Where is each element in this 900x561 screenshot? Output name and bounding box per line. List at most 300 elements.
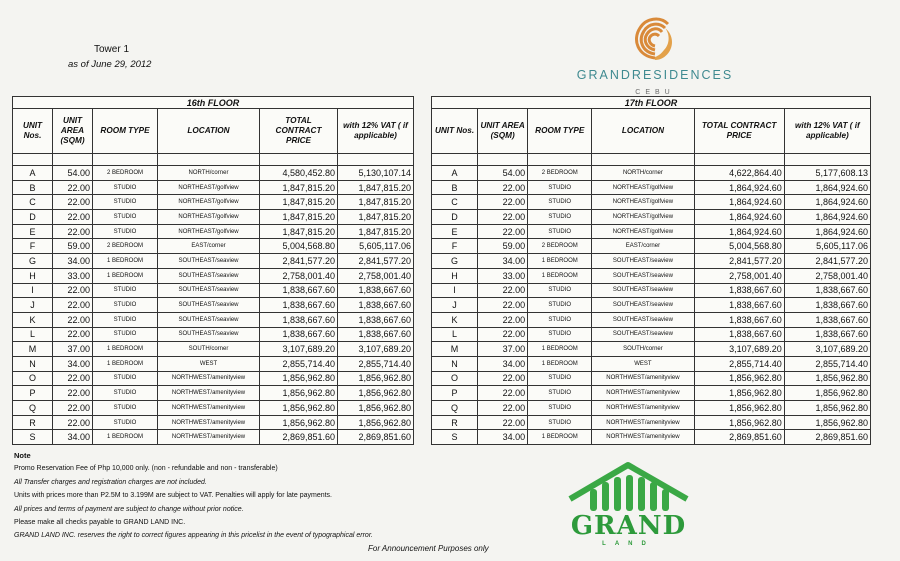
area-cell: 59.00 <box>478 239 528 254</box>
vat-price-cell: 1,838,667.60 <box>338 283 414 298</box>
location-cell: SOUTHEAST/seaview <box>158 298 260 313</box>
location-cell: NORTHWEST/amenityview <box>592 415 694 430</box>
room-type-cell: 2 BEDROOM <box>528 239 592 254</box>
area-cell: 22.00 <box>53 180 93 195</box>
contract-price-cell: 1,847,815.20 <box>260 210 338 225</box>
tower-label: Tower 1 <box>94 44 130 55</box>
contract-price-cell: 1,856,962.80 <box>694 401 784 416</box>
contract-price-cell: 1,838,667.60 <box>694 298 784 313</box>
room-type-cell: 2 BEDROOM <box>93 166 158 181</box>
contract-price-cell: 1,847,815.20 <box>260 180 338 195</box>
vat-price-cell: 2,841,577.20 <box>784 254 870 269</box>
room-type-cell: STUDIO <box>93 210 158 225</box>
location-cell: WEST <box>158 356 260 371</box>
area-cell: 22.00 <box>53 327 93 342</box>
location-cell: SOUTHEAST/seaview <box>592 254 694 269</box>
vat-price-cell: 1,864,924.60 <box>784 195 870 210</box>
table-row <box>13 386 414 401</box>
location-cell: NORTHEAST/golfview <box>158 180 260 195</box>
room-type-cell: STUDIO <box>528 210 592 225</box>
location-cell: SOUTHEAST/seaview <box>158 312 260 327</box>
contract-price-cell: 3,107,689.20 <box>260 342 338 357</box>
unit-no-cell: M <box>432 342 478 357</box>
unit-no-cell: J <box>432 298 478 313</box>
vat-price-cell: 1,856,962.80 <box>784 371 870 386</box>
contract-price-cell: 2,869,851.60 <box>694 430 784 445</box>
vat-price-cell: 1,847,815.20 <box>338 210 414 225</box>
vat-price-cell: 1,856,962.80 <box>784 415 870 430</box>
vat-price-cell: 1,864,924.60 <box>784 224 870 239</box>
location-cell: NORTHEAST/golfview <box>592 180 694 195</box>
col-location: LOCATION <box>592 109 694 154</box>
area-cell: 22.00 <box>478 415 528 430</box>
notes-section <box>14 449 373 543</box>
area-cell: 22.00 <box>53 312 93 327</box>
contract-price-cell: 4,580,452.80 <box>260 166 338 181</box>
col-unit-no: UNIT Nos. <box>13 109 53 154</box>
table-row <box>432 342 871 357</box>
vat-price-cell: 1,856,962.80 <box>338 401 414 416</box>
room-type-cell: STUDIO <box>93 415 158 430</box>
table-row <box>432 386 871 401</box>
area-cell: 22.00 <box>478 386 528 401</box>
location-cell: SOUTH/corner <box>592 342 694 357</box>
contract-price-cell: 2,855,714.40 <box>694 356 784 371</box>
brand-city: CEBU <box>635 89 675 96</box>
shell-logo-icon <box>626 10 684 66</box>
table-row <box>432 239 871 254</box>
room-type-cell: STUDIO <box>93 401 158 416</box>
unit-no-cell: J <box>13 298 53 313</box>
unit-no-cell: K <box>432 312 478 327</box>
table-row <box>13 180 414 195</box>
location-cell: NORTHWEST/amenityview <box>592 401 694 416</box>
location-cell: NORTHEAST/golfview <box>592 195 694 210</box>
col-room-type: ROOM TYPE <box>93 109 158 154</box>
location-cell: SOUTH/corner <box>158 342 260 357</box>
contract-price-cell: 1,847,815.20 <box>260 195 338 210</box>
room-type-cell: STUDIO <box>528 283 592 298</box>
location-cell: NORTH/corner <box>158 166 260 181</box>
grand-residences-logo <box>570 10 740 100</box>
vat-price-cell: 5,177,608.13 <box>784 166 870 181</box>
location-cell: WEST <box>592 356 694 371</box>
contract-price-cell: 1,856,962.80 <box>694 371 784 386</box>
as-of-date: as of June 29, 2012 <box>68 59 152 70</box>
note-line: GRAND LAND INC. reserves the right to correct figures appearing in this pricelist in the event of typographical error. <box>14 532 373 540</box>
vat-price-cell: 3,107,689.20 <box>338 342 414 357</box>
room-type-cell: STUDIO <box>528 371 592 386</box>
area-cell: 22.00 <box>53 210 93 225</box>
note-line: Promo Reservation Fee of Php 10,000 only. (non - refundable and non - transferable) <box>14 465 278 473</box>
room-type-cell: STUDIO <box>93 298 158 313</box>
location-cell: NORTH/corner <box>592 166 694 181</box>
location-cell: NORTHWEST/amenityview <box>158 430 260 445</box>
contract-price-cell: 1,856,962.80 <box>260 386 338 401</box>
contract-price-cell: 2,758,001.40 <box>260 268 338 283</box>
table-row <box>432 268 871 283</box>
contract-price-cell: 1,838,667.60 <box>260 327 338 342</box>
unit-no-cell: B <box>13 180 53 195</box>
note-line: All prices and terms of payment are subject to change without prior notice. <box>14 505 244 513</box>
contract-price-cell: 1,856,962.80 <box>694 415 784 430</box>
area-cell: 34.00 <box>478 430 528 445</box>
table-row <box>13 195 414 210</box>
table-row <box>13 298 414 313</box>
location-cell: SOUTHEAST/seaview <box>158 283 260 298</box>
table-row <box>432 401 871 416</box>
unit-no-cell: L <box>13 327 53 342</box>
room-type-cell: STUDIO <box>528 386 592 401</box>
unit-no-cell: N <box>13 356 53 371</box>
room-type-cell: STUDIO <box>528 180 592 195</box>
vat-price-cell: 2,841,577.20 <box>338 254 414 269</box>
area-cell: 22.00 <box>53 195 93 210</box>
contract-price-cell: 1,838,667.60 <box>694 283 784 298</box>
location-cell: SOUTHEAST/seaview <box>592 268 694 283</box>
vat-price-cell: 1,856,962.80 <box>784 386 870 401</box>
table-row <box>13 430 414 445</box>
contract-price-cell: 1,856,962.80 <box>260 401 338 416</box>
table-row <box>13 224 414 239</box>
area-cell: 33.00 <box>478 268 528 283</box>
unit-no-cell: L <box>432 327 478 342</box>
unit-no-cell: R <box>432 415 478 430</box>
area-cell: 33.00 <box>53 268 93 283</box>
room-type-cell: STUDIO <box>528 327 592 342</box>
area-cell: 54.00 <box>478 166 528 181</box>
table-row <box>13 268 414 283</box>
vat-price-cell: 5,605,117.06 <box>784 239 870 254</box>
area-cell: 59.00 <box>53 239 93 254</box>
room-type-cell: STUDIO <box>93 386 158 401</box>
area-cell: 34.00 <box>53 356 93 371</box>
room-type-cell: 1 BEDROOM <box>93 268 158 283</box>
room-type-cell: 1 BEDROOM <box>528 356 592 371</box>
vat-price-cell: 1,856,962.80 <box>338 386 414 401</box>
location-cell: NORTHWEST/amenityview <box>158 386 260 401</box>
vat-price-cell: 2,855,714.40 <box>784 356 870 371</box>
vat-price-cell: 2,869,851.60 <box>784 430 870 445</box>
contract-price-cell: 2,841,577.20 <box>694 254 784 269</box>
unit-no-cell: M <box>13 342 53 357</box>
table-row <box>432 283 871 298</box>
unit-no-cell: S <box>13 430 53 445</box>
room-type-cell: 1 BEDROOM <box>93 430 158 445</box>
table-body <box>432 166 871 445</box>
room-type-cell: STUDIO <box>528 312 592 327</box>
unit-no-cell: I <box>13 283 53 298</box>
table-body <box>13 166 414 445</box>
area-cell: 22.00 <box>53 415 93 430</box>
area-cell: 34.00 <box>478 356 528 371</box>
location-cell: EAST/corner <box>592 239 694 254</box>
area-cell: 34.00 <box>478 254 528 269</box>
unit-no-cell: D <box>432 210 478 225</box>
table-row <box>432 371 871 386</box>
location-cell: SOUTHEAST/seaview <box>592 298 694 313</box>
contract-price-cell: 1,864,924.60 <box>694 180 784 195</box>
table-row <box>13 401 414 416</box>
contract-price-cell: 2,869,851.60 <box>260 430 338 445</box>
unit-no-cell: O <box>13 371 53 386</box>
location-cell: NORTHWEST/amenityview <box>158 415 260 430</box>
room-type-cell: STUDIO <box>93 195 158 210</box>
col-with-vat: with 12% VAT ( if applicable) <box>784 109 870 154</box>
area-cell: 34.00 <box>53 254 93 269</box>
vat-price-cell: 1,856,962.80 <box>784 401 870 416</box>
table-row <box>432 415 871 430</box>
room-type-cell: 1 BEDROOM <box>528 268 592 283</box>
table-row <box>432 210 871 225</box>
vat-price-cell: 2,869,851.60 <box>338 430 414 445</box>
unit-no-cell: E <box>13 224 53 239</box>
room-type-cell: STUDIO <box>93 224 158 239</box>
contract-price-cell: 1,864,924.60 <box>694 210 784 225</box>
unit-no-cell: Q <box>13 401 53 416</box>
col-total-contract-price: TOTAL CONTRACT PRICE <box>260 109 338 154</box>
table-row <box>13 356 414 371</box>
house-roof-icon <box>566 461 691 513</box>
contract-price-cell: 5,004,568.80 <box>694 239 784 254</box>
unit-no-cell: C <box>13 195 53 210</box>
contract-price-cell: 1,864,924.60 <box>694 195 784 210</box>
unit-no-cell: I <box>432 283 478 298</box>
floor-title: 16th FLOOR <box>13 97 414 109</box>
area-cell: 37.00 <box>478 342 528 357</box>
location-cell: NORTHWEST/amenityview <box>592 386 694 401</box>
area-cell: 22.00 <box>478 401 528 416</box>
room-type-cell: 1 BEDROOM <box>93 356 158 371</box>
price-table-17th-floor <box>431 96 871 445</box>
contract-price-cell: 1,838,667.60 <box>260 283 338 298</box>
area-cell: 22.00 <box>478 312 528 327</box>
area-cell: 22.00 <box>478 371 528 386</box>
location-cell: NORTHWEST/amenityview <box>158 371 260 386</box>
vat-price-cell: 1,838,667.60 <box>338 298 414 313</box>
col-room-type: ROOM TYPE <box>528 109 592 154</box>
table-row <box>432 166 871 181</box>
location-cell: SOUTHEAST/seaview <box>158 254 260 269</box>
footer-disclaimer: For Announcement Purposes only <box>368 544 489 553</box>
location-cell: NORTHEAST/golfview <box>158 195 260 210</box>
location-cell: NORTHEAST/golfview <box>592 210 694 225</box>
col-location: LOCATION <box>158 109 260 154</box>
contract-price-cell: 4,622,864.40 <box>694 166 784 181</box>
contract-price-cell: 2,841,577.20 <box>260 254 338 269</box>
contract-price-cell: 1,838,667.60 <box>694 327 784 342</box>
table-row <box>432 224 871 239</box>
vat-price-cell: 1,838,667.60 <box>784 312 870 327</box>
unit-no-cell: P <box>432 386 478 401</box>
col-unit-no: UNIT Nos. <box>432 109 478 154</box>
room-type-cell: STUDIO <box>528 224 592 239</box>
note-line: Units with prices more than P2.5M to 3.199M are subject to VAT. Penalties will apply for late payments. <box>14 492 332 500</box>
room-type-cell: 2 BEDROOM <box>93 239 158 254</box>
vat-price-cell: 2,758,001.40 <box>338 268 414 283</box>
table-row <box>432 298 871 313</box>
table-row <box>13 327 414 342</box>
table-row <box>13 254 414 269</box>
col-area: UNIT AREA (SQM) <box>478 109 528 154</box>
floor-title: 17th FLOOR <box>432 97 871 109</box>
area-cell: 22.00 <box>53 386 93 401</box>
location-cell: NORTHEAST/golfview <box>158 210 260 225</box>
location-cell: NORTHWEST/amenityview <box>592 430 694 445</box>
area-cell: 22.00 <box>478 210 528 225</box>
contract-price-cell: 3,107,689.20 <box>694 342 784 357</box>
table-row <box>13 342 414 357</box>
room-type-cell: 1 BEDROOM <box>93 342 158 357</box>
area-cell: 22.00 <box>478 224 528 239</box>
location-cell: NORTHWEST/amenityview <box>158 401 260 416</box>
price-table-16th-floor <box>12 96 414 445</box>
vat-price-cell: 2,758,001.40 <box>784 268 870 283</box>
area-cell: 22.00 <box>53 298 93 313</box>
unit-no-cell: K <box>13 312 53 327</box>
room-type-cell: STUDIO <box>93 312 158 327</box>
contract-price-cell: 2,855,714.40 <box>260 356 338 371</box>
unit-no-cell: H <box>432 268 478 283</box>
location-cell: SOUTHEAST/seaview <box>592 327 694 342</box>
table-row <box>432 327 871 342</box>
room-type-cell: STUDIO <box>93 180 158 195</box>
contract-price-cell: 5,004,568.80 <box>260 239 338 254</box>
location-cell: EAST/corner <box>158 239 260 254</box>
table-row <box>13 166 414 181</box>
area-cell: 54.00 <box>53 166 93 181</box>
contract-price-cell: 1,856,962.80 <box>694 386 784 401</box>
vat-price-cell: 1,864,924.60 <box>784 180 870 195</box>
area-cell: 22.00 <box>478 283 528 298</box>
vat-price-cell: 1,838,667.60 <box>338 312 414 327</box>
vat-price-cell: 5,130,107.14 <box>338 166 414 181</box>
unit-no-cell: A <box>432 166 478 181</box>
col-total-contract-price: TOTAL CONTRACT PRICE <box>694 109 784 154</box>
area-cell: 22.00 <box>478 195 528 210</box>
room-type-cell: STUDIO <box>528 298 592 313</box>
location-cell: SOUTHEAST/seaview <box>592 283 694 298</box>
unit-no-cell: H <box>13 268 53 283</box>
location-cell: SOUTHEAST/seaview <box>158 268 260 283</box>
table-row <box>13 283 414 298</box>
contract-price-cell: 1,838,667.60 <box>260 312 338 327</box>
room-type-cell: STUDIO <box>93 283 158 298</box>
col-area: UNIT AREA (SQM) <box>53 109 93 154</box>
area-cell: 22.00 <box>478 327 528 342</box>
vat-price-cell: 3,107,689.20 <box>784 342 870 357</box>
unit-no-cell: F <box>432 239 478 254</box>
unit-no-cell: A <box>13 166 53 181</box>
brand-name: GRANDRESIDENCES <box>576 68 734 82</box>
unit-no-cell: G <box>13 254 53 269</box>
notes-title: Note <box>14 451 31 460</box>
room-type-cell: 1 BEDROOM <box>528 254 592 269</box>
room-type-cell: 1 BEDROOM <box>528 342 592 357</box>
contract-price-cell: 1,838,667.60 <box>694 312 784 327</box>
room-type-cell: STUDIO <box>528 195 592 210</box>
vat-price-cell: 1,838,667.60 <box>338 327 414 342</box>
vat-price-cell: 1,838,667.60 <box>784 298 870 313</box>
unit-no-cell: D <box>13 210 53 225</box>
unit-no-cell: P <box>13 386 53 401</box>
table-row <box>432 195 871 210</box>
table-row <box>432 430 871 445</box>
location-cell: NORTHEAST/golfview <box>592 224 694 239</box>
contract-price-cell: 1,864,924.60 <box>694 224 784 239</box>
unit-no-cell: F <box>13 239 53 254</box>
unit-no-cell: R <box>13 415 53 430</box>
area-cell: 37.00 <box>53 342 93 357</box>
vat-price-cell: 2,855,714.40 <box>338 356 414 371</box>
unit-no-cell: G <box>432 254 478 269</box>
area-cell: 34.00 <box>53 430 93 445</box>
table-row <box>13 210 414 225</box>
unit-no-cell: B <box>432 180 478 195</box>
contract-price-cell: 1,838,667.60 <box>260 298 338 313</box>
grand-land-logo <box>566 461 696 551</box>
col-with-vat: with 12% VAT ( if applicable) <box>338 109 414 154</box>
vat-price-cell: 1,847,815.20 <box>338 180 414 195</box>
room-type-cell: 1 BEDROOM <box>528 430 592 445</box>
note-line: All Transfer charges and registration charges are not included. <box>14 478 207 486</box>
unit-no-cell: S <box>432 430 478 445</box>
table-row <box>432 254 871 269</box>
table-row <box>13 415 414 430</box>
room-type-cell: STUDIO <box>528 401 592 416</box>
area-cell: 22.00 <box>478 180 528 195</box>
vat-price-cell: 1,838,667.60 <box>784 327 870 342</box>
vat-price-cell: 1,856,962.80 <box>338 415 414 430</box>
contract-price-cell: 1,856,962.80 <box>260 415 338 430</box>
location-cell: SOUTHEAST/seaview <box>158 327 260 342</box>
table-row <box>432 312 871 327</box>
table-row <box>13 371 414 386</box>
unit-no-cell: N <box>432 356 478 371</box>
location-cell: SOUTHEAST/seaview <box>592 312 694 327</box>
room-type-cell: STUDIO <box>93 371 158 386</box>
area-cell: 22.00 <box>53 283 93 298</box>
vat-price-cell: 1,847,815.20 <box>338 195 414 210</box>
table-row <box>432 180 871 195</box>
area-cell: 22.00 <box>53 371 93 386</box>
room-type-cell: STUDIO <box>528 415 592 430</box>
table-row <box>13 239 414 254</box>
unit-no-cell: O <box>432 371 478 386</box>
grand-wordmark: GRAND <box>570 511 687 541</box>
area-cell: 22.00 <box>478 298 528 313</box>
room-type-cell: 2 BEDROOM <box>528 166 592 181</box>
vat-price-cell: 1,864,924.60 <box>784 210 870 225</box>
location-cell: NORTHWEST/amenityview <box>592 371 694 386</box>
contract-price-cell: 1,847,815.20 <box>260 224 338 239</box>
unit-no-cell: C <box>432 195 478 210</box>
table-row <box>13 312 414 327</box>
vat-price-cell: 5,605,117.06 <box>338 239 414 254</box>
location-cell: NORTHEAST/golfview <box>158 224 260 239</box>
land-wordmark: LAND <box>602 541 655 547</box>
unit-no-cell: E <box>432 224 478 239</box>
contract-price-cell: 1,856,962.80 <box>260 371 338 386</box>
vat-price-cell: 1,856,962.80 <box>338 371 414 386</box>
vat-price-cell: 1,847,815.20 <box>338 224 414 239</box>
table-row <box>432 356 871 371</box>
room-type-cell: 1 BEDROOM <box>93 254 158 269</box>
unit-no-cell: Q <box>432 401 478 416</box>
contract-price-cell: 2,758,001.40 <box>694 268 784 283</box>
area-cell: 22.00 <box>53 224 93 239</box>
room-type-cell: STUDIO <box>93 327 158 342</box>
